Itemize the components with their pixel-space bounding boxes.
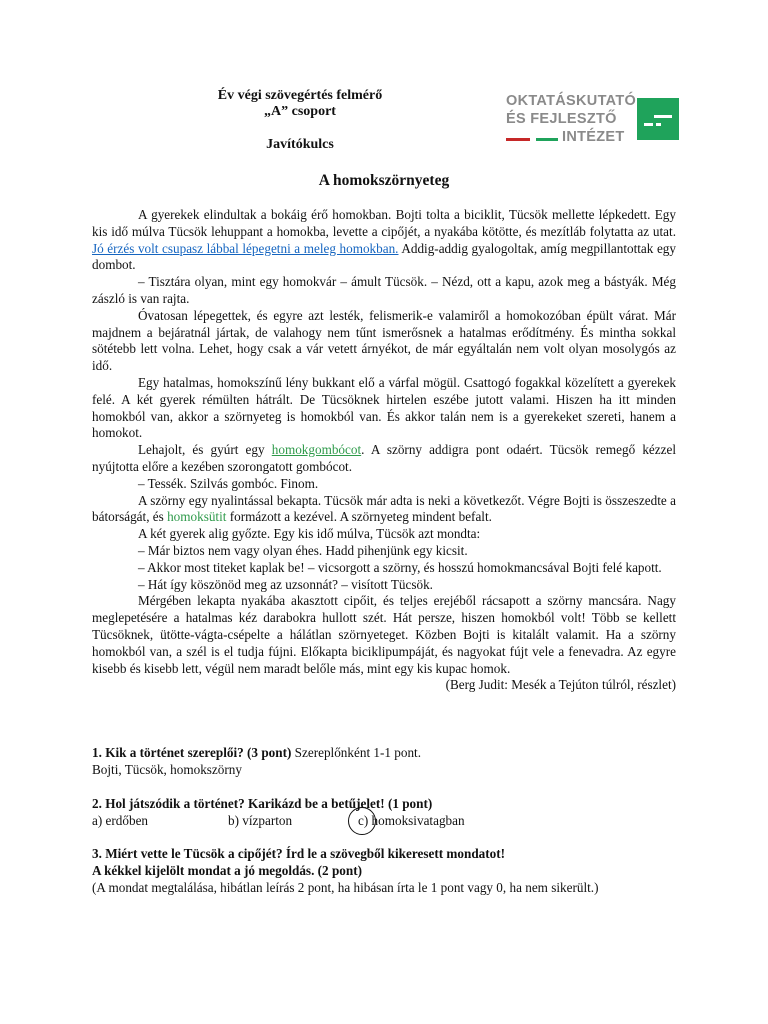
story-text xyxy=(92,207,676,694)
logo-mark-icon xyxy=(637,98,679,140)
story-paragraph: Egy hatalmas, homokszínű lény bukkant elő a várfal mögül. Csattogó fogakkal közelített a gyerekek felé. A két gyerek rémülten hátrált. De Tücsöknek hirtelen eszébe jutott valami. Hiszen ha itt minden homokból van, akkor a szörnyeteg is homokból van. És akkor talán nem is a gyerekeket szereti, hanem a homokot. xyxy=(92,374,676,441)
question-2-text: 2. Hol játszódik a történet? Karikázd be a betűjelet! (1 pont) xyxy=(92,796,433,811)
story-paragraph xyxy=(92,493,676,527)
story-paragraph xyxy=(92,442,676,476)
option-b: b) vízparton xyxy=(228,813,293,828)
story-text-segment: . A szörny addigra pont odaért. Tücsök remegő kézzel nyújtotta előre a kezében szorongatott gombócot. xyxy=(92,442,677,474)
answer-circle xyxy=(348,807,376,835)
story-paragraph: – Már biztos nem vagy olyan éhes. Hadd pihenjünk egy kicsit. xyxy=(138,542,468,558)
question-3-solution: A kékkel kijelölt mondat a jó megoldás. (2 pont) xyxy=(92,863,362,878)
question-2 xyxy=(92,795,676,829)
logo-red-stripe xyxy=(506,138,530,141)
question-2-options xyxy=(92,812,676,829)
highlighted-answer-sentence: Jó érzés volt csupasz lábbal lépegetni a meleg homokban. xyxy=(92,240,399,256)
question-1-scoring: Szereplőnként 1-1 pont. xyxy=(294,745,422,760)
header-group: „A” csoport xyxy=(264,104,336,119)
option-c xyxy=(354,812,465,829)
story-text-segment: Lehajolt, és gyúrt egy xyxy=(138,442,265,458)
story-paragraph: A két gyerek alig győzte. Egy kis idő múlva, Tücsök azt mondta: xyxy=(138,526,481,542)
story-text-segment: formázott a kezével. A szörnyeteg mindent befalt. xyxy=(229,509,492,525)
story-paragraph: – Hát így köszönöd meg az uzsonnát? – visított Tücsök. xyxy=(138,576,433,592)
logo-line-3: INTÉZET xyxy=(562,129,625,145)
logo-green-stripe xyxy=(536,138,558,141)
logo-green-square xyxy=(637,98,679,140)
option-a: a) erdőben xyxy=(92,813,149,828)
story-paragraph xyxy=(92,207,676,274)
story-text-segment: A gyerekek elindultak a bokáig érő homokban. Bojti tolta a biciklit, Tücsök mellette lépkedett. Egy kis idő múlva Tücsök lehuppant a homokba, levette a cipőjét, a nyakába kötötte, és mezítláb folytatta az utat. xyxy=(92,207,676,239)
story-source: (Berg Judit: Mesék a Tejúton túlról, részlet) xyxy=(445,677,676,693)
question-3-scoring: (A mondat megtalálása, hibátlan leírás 2 pont, ha hibásan írta le 1 pont vagy 0, ha nem sikerült.) xyxy=(92,880,599,895)
story-text-segment: A szörny egy nyalintással bekapta. Tücsök már adta is neki a következőt. Végre Bojti is összeszedte a bátorságát, és xyxy=(92,492,676,525)
story-paragraph: Óvatosan lépegettek, és egyre azt lesték, felismerik-e valamiről a homokozóban épült várat. Már majdnem a bejáratnál jártak, de valahogy nem tűnt ismerősnek a hatalmas erődítmény. És mintha sokkal sötétebb lett volna. Lehet, hogy csak a vár vetett árnyékot, de már egyáltalán nem volt olyan mosolygós az idő. xyxy=(92,307,676,374)
story-paragraph: – Tisztára olyan, mint egy homokvár – ámult Tücsök. – Nézd, ott a kapu, azok meg a bástyák. Még zászló is van rajta. xyxy=(92,274,676,306)
highlighted-word: homokgombócot xyxy=(271,442,362,458)
question-1 xyxy=(92,744,676,778)
question-3 xyxy=(92,845,676,896)
logo-line-2: ÉS FEJLESZTŐ xyxy=(506,111,617,127)
option-c-letter: c) xyxy=(358,813,369,828)
story-title: A homokszörnyeteg xyxy=(318,172,450,189)
header-title: Év végi szövegértés felmérő xyxy=(217,88,383,103)
header-answer-key: Javítókulcs xyxy=(266,137,334,152)
story-paragraph: – Tessék. Szilvás gombóc. Finom. xyxy=(138,475,319,491)
story-paragraph: – Akkor most titeket kaplak be! – vicsorgott a szörny, és hosszú homokmancsával Bojti felé kapott. xyxy=(138,559,662,575)
story-text-segment: Addig-addig gyalogoltak, amíg megpillantottak egy dombot. xyxy=(92,240,676,273)
logo-line-1: OKTATÁSKUTATÓ xyxy=(506,93,637,109)
highlighted-word: homoksütit xyxy=(167,509,227,525)
logo-stripes xyxy=(506,138,616,142)
question-1-text: 1. Kik a történet szereplői? (3 pont) xyxy=(92,745,292,760)
institute-logo xyxy=(506,92,676,152)
question-3-text: 3. Miért vette le Tücsök a cipőjét? Írd le a szövegből kikeresett mondatot! xyxy=(92,846,506,861)
option-c-text: homoksivatagban xyxy=(371,813,465,828)
question-1-answer: Bojti, Tücsök, homokszörny xyxy=(92,762,242,777)
story-paragraph: Mérgében lekapta nyakába akasztott cipőit, és teljes erejéből rácsapott a szörny mancsára. Nagy meglepetésére a hatalmas kéz darabokra hullott szét. Hát persze, hiszen homokból volt! Több se kellett Tücsöknek, ütötte-vágta-csépelte a hálátlan szörnyeteget. Közben Bojti is kitalált valamit. Ha a szörny homokból van, a szél is el tudja fújni. Előkapta biciklipumpáját, és nagyokat fújt vele a fenevadra. Az egyre kisebb és kisebb lett, végül nem maradt belőle más, mint egy kis kupac homok. xyxy=(92,593,676,676)
